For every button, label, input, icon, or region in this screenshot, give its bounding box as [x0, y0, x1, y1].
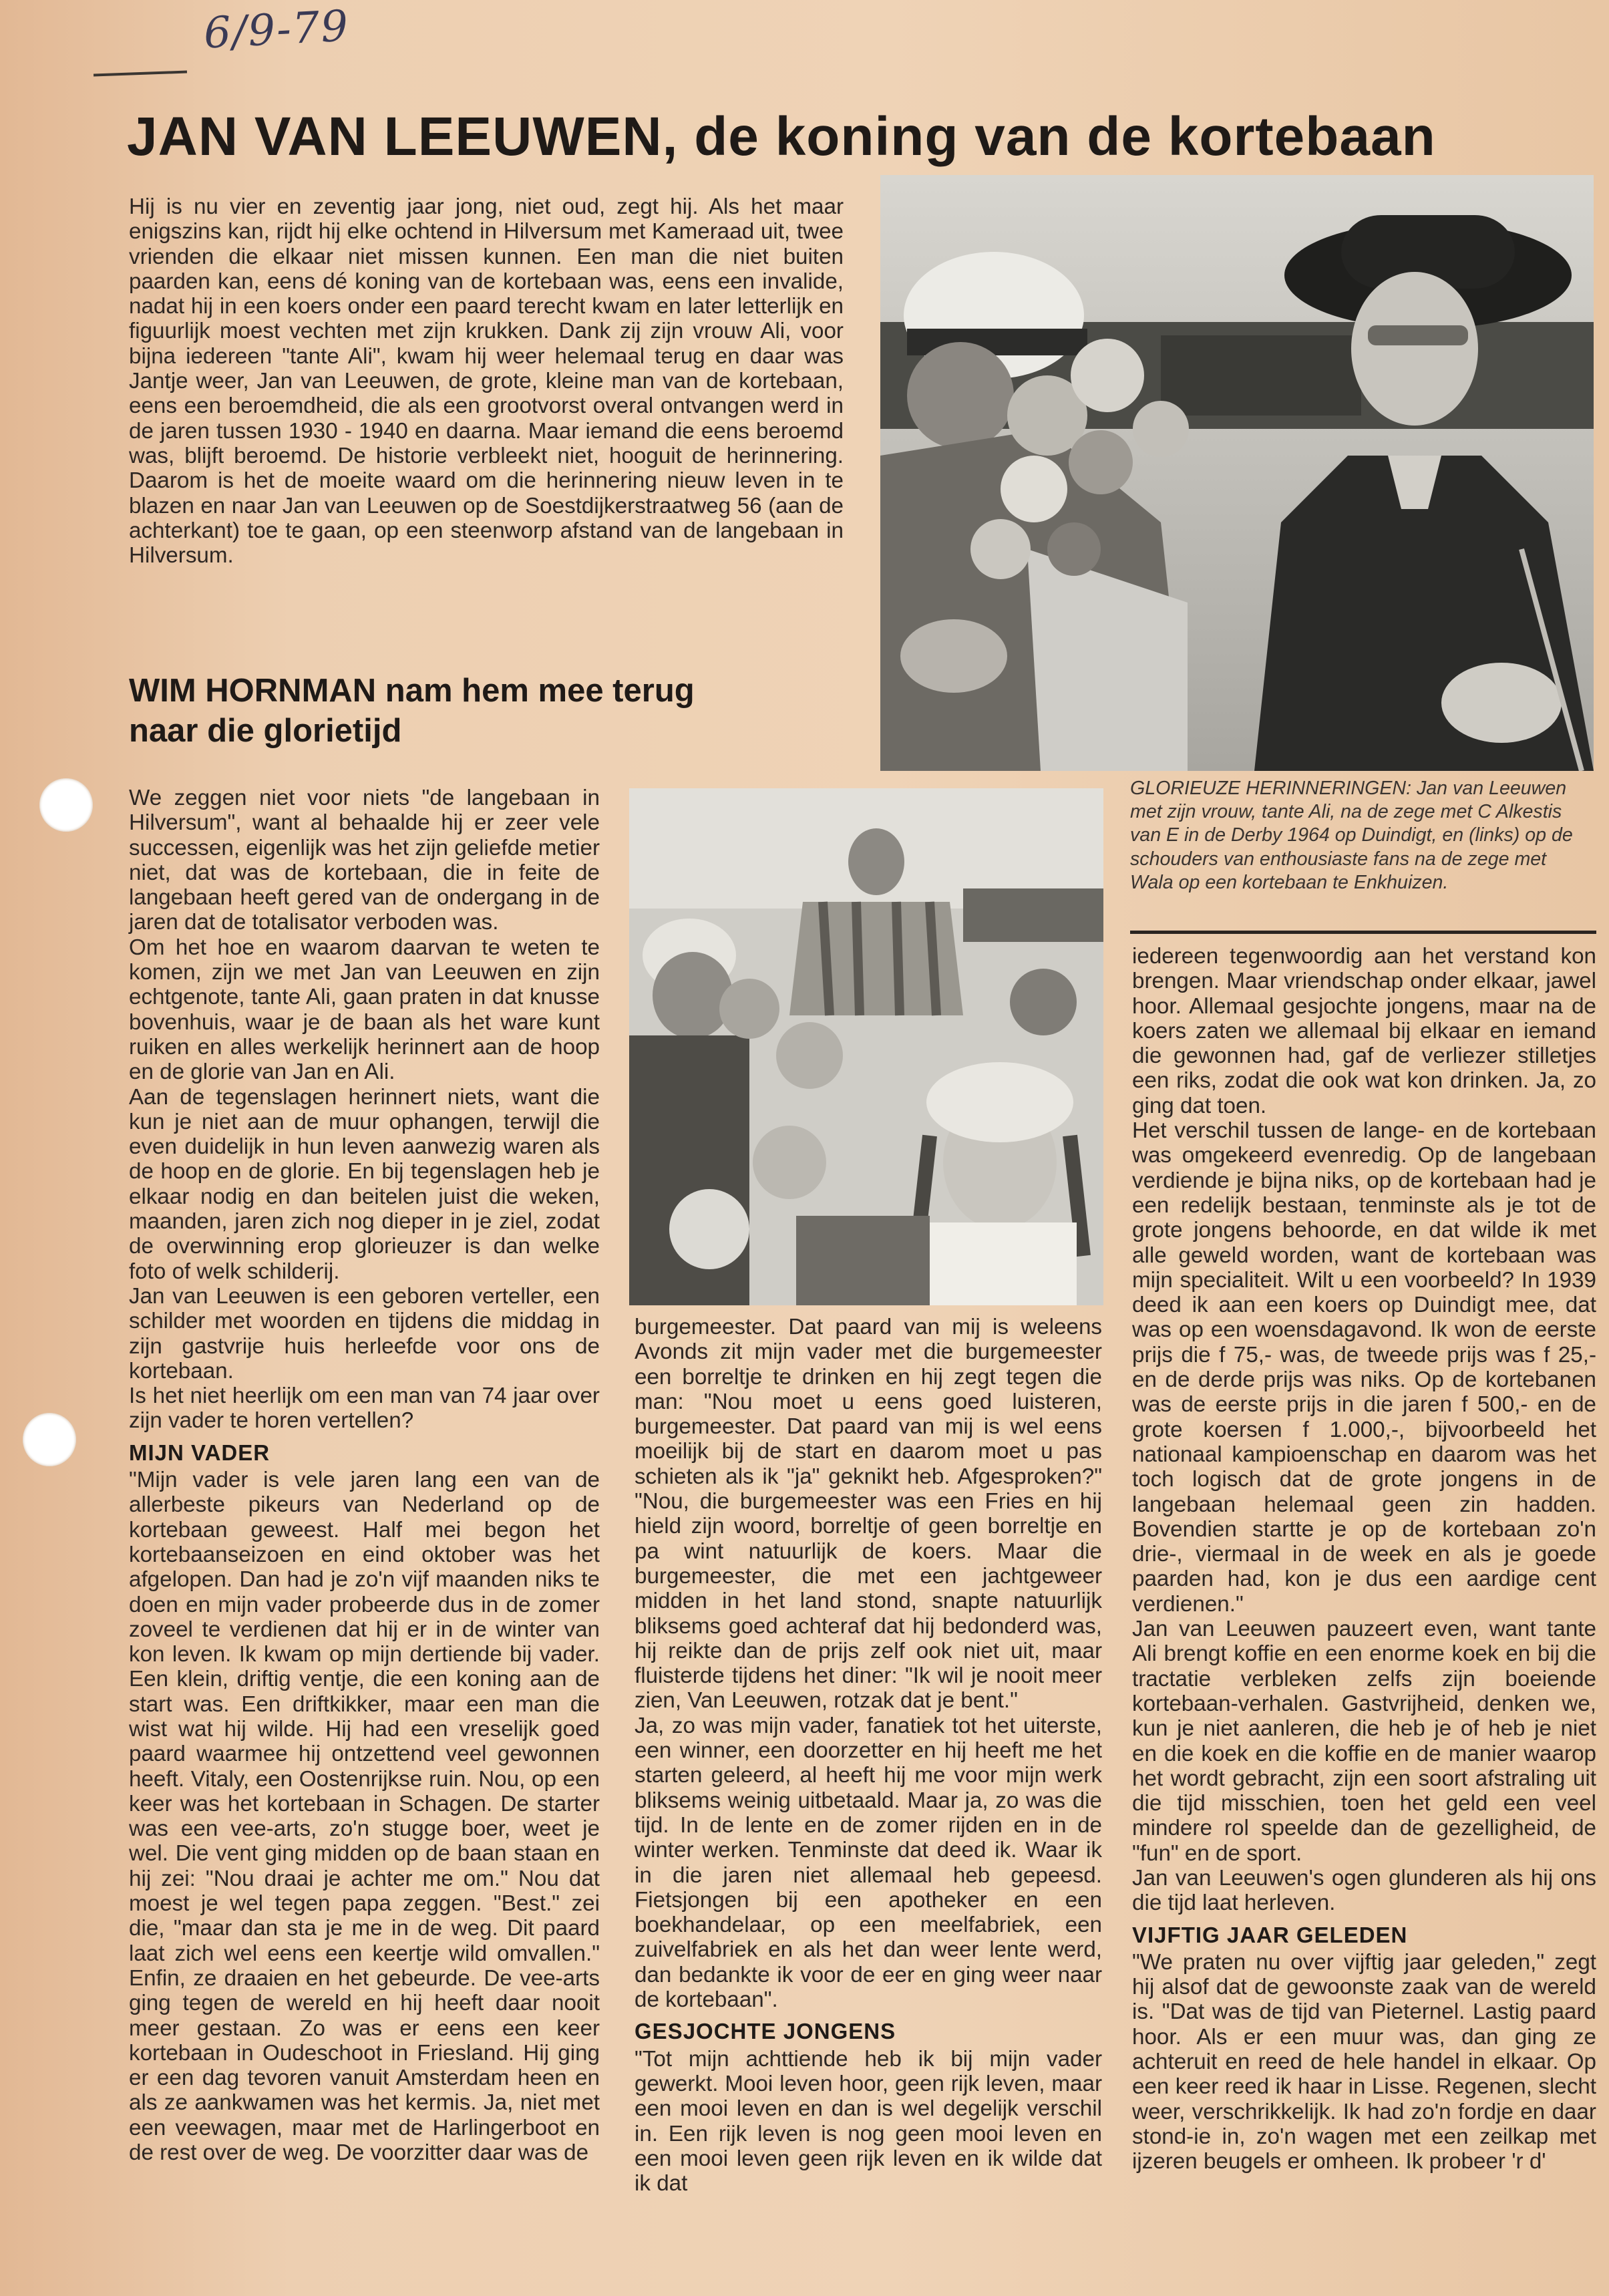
intro-paragraph — [129, 194, 844, 568]
photo-jockey-with-wife — [880, 175, 1594, 771]
subheadline-line-1: WIM HORNMAN nam hem mee terug — [129, 673, 695, 709]
column-3 — [1132, 944, 1596, 2174]
binder-hole-bottom — [23, 1413, 76, 1466]
column-2 — [635, 1315, 1102, 2196]
pen-stroke — [94, 71, 187, 77]
column-3-paragraph: Jan van Leeuwen's ogen glunderen als hij ons die tijd laat herleven. — [1132, 1865, 1596, 1916]
photo-jockey-on-shoulders — [629, 788, 1103, 1305]
column-3-paragraph: Het verschil tussen de lange- en de kortebaan was omgekeerd evenredig. Op de langebaan verdiende je bijna niks, op de kortebaan had je een redelijk bestaan, tenminste als je tot de grote jongens behoorde, en dat wilde ik met alle geweld worden, want de kortebaan was mijn specialiteit. Wilt u een voorbeeld? In 1939 deed ik aan een koers op Duindigt mee, dat was op een woensdagavond. Ik won de eerste prijs die f 75,- was, de tweede prijs was f 25,- en de derde prijs was niks. Op de kortebanen was de eerste prijs in die jaren f 500,- en de grote koersen f 1.000,-, bijvoorbeeld het nationaal kampioenschap en daarom was het toch logisch dat de grote jongens in de langebaan helemaal geen zin hadden. Bovendien startte je op de kortebaan zo'n drie-, viermaal in de week en als je goede paarden had, kon je dus een aardige cent verdienen." — [1132, 1118, 1596, 1617]
byline-subheadline — [129, 671, 864, 751]
caption-divider — [1130, 931, 1596, 934]
column-2-paragraph: burgemeester. Dat paard van mij is weleens Avonds zit mijn vader met die burgemeester een borreltje te drinken en hij zegt tegen die man: "Nou moet u eens goed luisteren, burgemeester. Dat paard van mij is wel eens moeilijk bij de start en daarom moet u pas schieten als ik "ja" geknikt heb. Afgesproken?" "Nou, die burgemeester was een Fries en hij hield zijn woord, borreltje of geen borreltje en pa wint natuurlijk de koers. Maar die burgemeester, die met een jachtgeweer midden in het land stond, snapte natuurlijk bliksems goed achteraf dat hij bedonderd was, hij reikte dan de prijs zelf ook niet uit, maar fluisterde tijdens het diner: "Ik wil je nooit meer zien, Van Leeuwen, rotzak dat je bent." — [635, 1315, 1102, 1713]
column-1-paragraph: Is het niet heerlijk om een man van 74 jaar over zijn vader te horen vertellen? — [129, 1383, 600, 1434]
subheadline-line-2: naar die glorietijd — [129, 713, 402, 749]
column-3-paragraph: iedereen tegenwoordig aan het verstand kon brengen. Maar vriendschap onder elkaar, jawel hoor. Allemaal gesjochte jongens, maar na de koers zaten we allemaal bij elkaar en iemand die gewonnen had, gaf de verliezer stilletjes een riks, zodat die ook wat kon drinken. Ja, zo ging dat toen. — [1132, 944, 1596, 1118]
photo-jockey-on-shoulders-image — [629, 788, 1103, 1305]
column-1-paragraph: Aan de tegenslagen herinnert niets, want die kun je niet aan de muur ophangen, terwijl die even duidelijk in hun leven aanwezig waren als de hoop en de glorie. En bij tegenslagen heb je elkaar nodig en dan beitelen juist die weken, maanden, jaren zich nog dieper in je ziel, zodat de overwinning erop glorieuzer is dan welke foto of welk schilderij. — [129, 1084, 600, 1284]
binder-hole-top — [39, 778, 93, 832]
column-1-paragraph: Jan van Leeuwen is een geboren verteller, een schilder met woorden en tijdens die middag in zijn gastvrije huis herleefde voor ons de kortebaan. — [129, 1283, 600, 1383]
column-3-section-text: "We praten nu over vijftig jaar geleden," zegt hij alsof dat de gewoonste zaak van de wereld is. "Dat was de tijd van Pieternel. Lastig paard hoor. Als er een muur was, dan ging ze achteruit en reed de hele handel in elkaar. Op een keer reed ik haar in Lisse. Regenen, slecht weer, verschrikkelijk. Ik had zo'n fordje en daar stond-ie in, zo'n wagen met een zeilkap met ijzeren beugels er omheen. Ik probeer 'r d' — [1132, 1949, 1596, 2174]
section-title-gesjochte-jongens: GESJOCHTE JONGENS — [635, 2019, 896, 2044]
intro-text: Hij is nu vier en zeventig jaar jong, niet oud, zegt hij. Als het maar enigszins kan, rijdt hij elke ochtend in Hilversum met Kameraad uit, twee vrienden die elkaar niet missen kunnen. Een man die niet buiten paarden kan, eens dé koning van de kortebaan was, eens een invalide, nadat hij in een koers onder een paard terecht kwam en later letterlijk en figuurlijk moest vechten met zijn krukken. Dank zij zijn vrouw Ali, voor bijna iedereen "tante Ali", kwam hij weer helemaal terug en daar was Jantje weer, Jan van Leeuwen, de grote, kleine man van de kortebaan, eens een beroemdheid, die als een grootvorst overal ontvangen werd in de jaren tussen 1930 - 1940 en daarna. Maar iemand die eens beroemd was, blijft beroemd. De historie verbleekt niet, hooguit de herinnering. Daarom is het de moeite waard om die herinnering nieuw leven in te blazen en naar Jan van Leeuwen op de Soestdijkerstraatweg 56 (aan de achterkant) toe te gaan, op een steenworp afstand van de langebaan in Hilversum. — [129, 194, 844, 568]
photo-jockey-with-wife-image — [880, 175, 1594, 771]
column-3-paragraph: Jan van Leeuwen pauzeert even, want tante Ali brengt koffie en een enorme koek en bij die tractatie verbleken zelfs zijn boeiende kortebaan-verhalen. Gastvrijheid, denken we, kun je niet aanleren, die heb je of heb je niet en die koek en die koffie en de manier waarop het wordt gebracht, zijn een soort afstraling uit die tijd misschien, toen het geld een veel mindere rol speelde dan de gezelligheid, de "fun" en de sport. — [1132, 1617, 1596, 1866]
handwritten-date: 6/9-79 — [202, 1, 351, 59]
column-1-paragraph: Om het hoe en waarom daarvan te weten te komen, zijn we met Jan van Leeuwen en zijn echtgenote, tante Ali, gaan praten in dat knusse bovenhuis, waar je de baan als het ware kunt ruiken en alles werkelijk herinnert aan de hoop en de glorie van Jan en Ali. — [129, 935, 600, 1085]
column-2-section-text: "Tot mijn achttiende heb ik bij mijn vader gewerkt. Mooi leven hoor, geen rijk leven, maar een mooi leven en dan is wel degelijk verschil in. Een rijk leven is nog geen mooi leven en een mooi leven geen rijk leven en ik wilde dat ik dat — [635, 2046, 1102, 2196]
column-1-section-text: "Mijn vader is vele jaren lang een van de allerbeste pikeurs van Nederland op de kortebaan geweest. Half mei begon het kortebaanseizoen en eind oktober was het afgelopen. Dan had je zo'n vijf maanden niks te doen en mijn vader probeerde dus in de zomer zoveel te verdienen dat hij er in de winter van kon leven. Ik kwam op mijn dertiende bij vader. Een klein, driftig ventje, die een koning aan de start was. Een driftkikker, maar een man die wist wat hij wilde. Hij had een vreselijk goed paard waarmee hij ontzettend veel gewonnen heeft. Vitaly, een Oostenrijkse ruin. Nou, op een keer was het kortebaan in Schagen. De starter was een vee-arts, zo'n stugge boer, weet je wel. Die vent ging midden op de baan staan en hij zei: "Nou draai je achter me om." Nou dat moest je wel tegen papa zeggen. "Best." zei die, "maar dan sta je me in de weg. Dit paard laat zich wel eens een keertje wild omvallen." Enfin, ze draaien en het gebeurde. De vee-arts ging tegen de wereld en hij heeft daar nooit meer gestaan. Zo was er eens een keer kortebaan in Oudeschoot in Friesland. Hij ging er een dag tevoren vanuit Amsterdam heen en als ze aankwamen was het kermis. Ja, niet met een veewagen, maar met de Harlingerboot en de rest over de weg. De voorzitter daar was de — [129, 1468, 600, 2166]
column-2-paragraph: Ja, zo was mijn vader, fanatiek tot het uiterste, een winner, een doorzetter en hij heeft me het starten geleerd, al heeft hij me voor mijn werk bliksems weinig uitbetaald. Maar ja, zo was die tijd. In de lente en de zomer rijden en in de winter werken. Tenminste dat deed ik. Waar ik in die jaren niet allemaal heb gepeesd. Fietsjongen bij een apotheker en een boekhandelaar, op een meelfabriek, een zuivelfabriek en als het dan weer lente werd, dan bedankte ik voor de eer en ging weer naar de kortebaan". — [635, 1713, 1102, 2013]
photo-caption: GLORIEUZE HERINNERINGEN: Jan van Leeuwen met zijn vrouw, tante Ali, na de zege met C Alkestis van E in de Derby 1964 op Duindigt, en (links) op de schouders van enthousiaste fans na de zege met Wala op een kortebaan te Enkhuizen. — [1130, 778, 1573, 893]
column-1 — [129, 786, 600, 2165]
article-headline: JAN VAN LEEUWEN, de koning van de kortebaan — [127, 106, 1436, 167]
section-title-mijn-vader: MIJN VADER — [129, 1440, 271, 1465]
column-1-paragraph: We zeggen niet voor niets "de langebaan in Hilversum", want al behaalde hij er zeer vele successen, eigenlijk was het zijn geliefde metier niet, dat was de kortebaan, die in feite de langebaan heeft gered van de ondergang in de jaren dat de totalisator verboden was. — [129, 786, 600, 935]
section-title-vijftig-jaar-geleden: VIJFTIG JAAR GELEDEN — [1132, 1922, 1408, 1947]
